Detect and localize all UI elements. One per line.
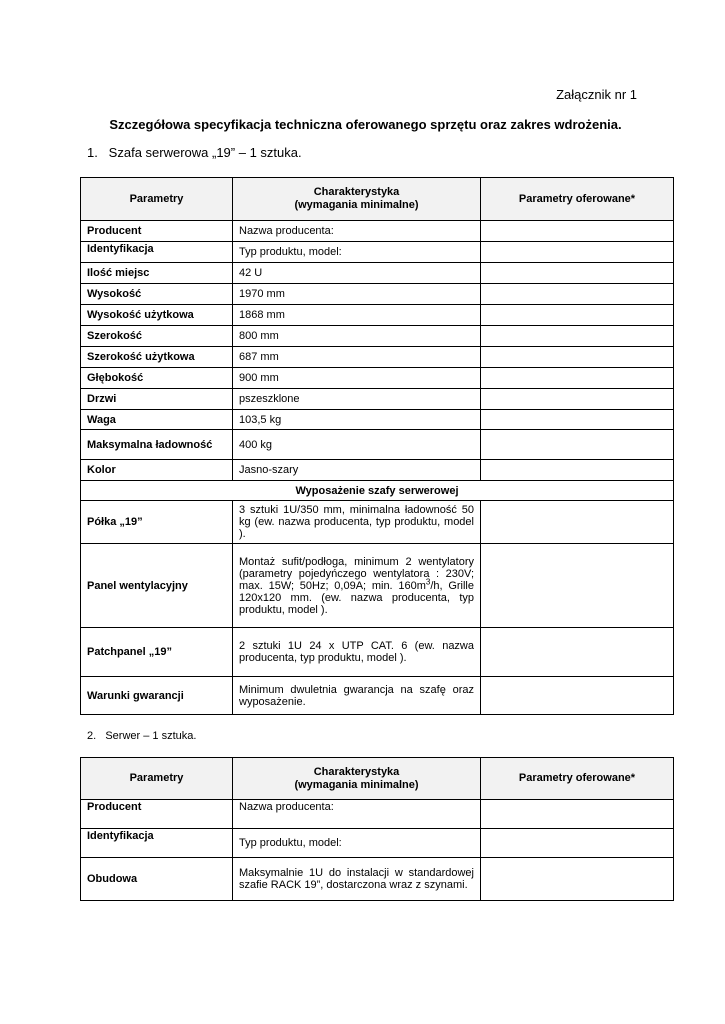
row-label: Szerokość użytkowa xyxy=(81,347,233,368)
offered-cell xyxy=(481,677,674,715)
row-spec: 103,5 kg xyxy=(233,410,481,430)
row-spec: Typ produktu, model: xyxy=(233,242,481,263)
offered-cell xyxy=(481,221,674,242)
table-header-row xyxy=(81,178,674,221)
server-spec-table xyxy=(80,757,674,901)
header-offered-parameters: Parametry oferowane* xyxy=(481,178,674,221)
table-row xyxy=(81,501,674,544)
offered-cell xyxy=(481,368,674,389)
offered-cell xyxy=(481,430,674,460)
section-2-heading: 2. Serwer – 1 sztuka. xyxy=(87,730,197,742)
row-label: Drzwi xyxy=(81,389,233,410)
table-header-row xyxy=(81,758,674,800)
offered-cell xyxy=(481,389,674,410)
row-spec: 800 mm xyxy=(233,326,481,347)
table-row xyxy=(81,410,674,430)
header-characteristics: Charakterystyka (wymagania minimalne) xyxy=(233,758,481,800)
row-label: Wysokość xyxy=(81,284,233,305)
row-label: Identyfikacja xyxy=(81,242,233,263)
document-title: Szczegółowa specyfikacja techniczna oferowanego sprzętu oraz zakres wdrożenia. xyxy=(109,117,622,132)
offered-cell xyxy=(481,628,674,677)
table-row xyxy=(81,221,674,242)
row-label: Producent xyxy=(81,221,233,242)
header-characteristics: Charakterystyka (wymagania minimalne) xyxy=(233,178,481,221)
offered-cell xyxy=(481,544,674,628)
header-offered-parameters: Parametry oferowane* xyxy=(481,758,674,800)
table-row xyxy=(81,263,674,284)
row-spec: Maksymalnie 1U do instalacji w standardowej szafie RACK 19”, dostarczona wraz z szynami. xyxy=(233,858,481,901)
offered-cell xyxy=(481,326,674,347)
header-parameters: Parametry xyxy=(81,178,233,221)
row-label: Kolor xyxy=(81,460,233,481)
offered-cell xyxy=(481,829,674,858)
table-row xyxy=(81,829,674,858)
row-label: Warunki gwarancji xyxy=(81,677,233,715)
table-row xyxy=(81,284,674,305)
row-spec: 42 U xyxy=(233,263,481,284)
offered-cell xyxy=(481,858,674,901)
offered-cell xyxy=(481,305,674,326)
table-row xyxy=(81,677,674,715)
table-row xyxy=(81,858,674,901)
row-label: Maksymalna ładowność xyxy=(81,430,233,460)
row-spec: Jasno-szary xyxy=(233,460,481,481)
row-spec: Minimum dwuletnia gwarancja na szafę oraz wyposażenie. xyxy=(233,677,481,715)
table-row xyxy=(81,242,674,263)
table-row xyxy=(81,368,674,389)
offered-cell xyxy=(481,501,674,544)
row-spec: 2 sztuki 1U 24 x UTP CAT. 6 (ew. nazwa producenta, typ produktu, model ). xyxy=(233,628,481,677)
annex-label: Załącznik nr 1 xyxy=(556,87,637,102)
row-label: Obudowa xyxy=(81,858,233,901)
row-label: Panel wentylacyjny xyxy=(81,544,233,628)
table-row xyxy=(81,305,674,326)
offered-cell xyxy=(481,242,674,263)
table-row xyxy=(81,800,674,829)
offered-cell xyxy=(481,410,674,430)
row-label: Półka „19” xyxy=(81,501,233,544)
table-row xyxy=(81,430,674,460)
row-spec: 900 mm xyxy=(233,368,481,389)
row-label: Waga xyxy=(81,410,233,430)
section-1-heading: 1. Szafa serwerowa „19” – 1 sztuka. xyxy=(87,145,302,160)
rack-spec-table xyxy=(80,177,674,715)
row-spec: 400 kg xyxy=(233,430,481,460)
row-label: Identyfikacja xyxy=(81,829,233,858)
table-row xyxy=(81,389,674,410)
table-row xyxy=(81,347,674,368)
row-label: Producent xyxy=(81,800,233,829)
row-spec: Typ produktu, model: xyxy=(233,829,481,858)
row-spec: Montaż sufit/podłoga, minimum 2 wentylatory (parametry pojedyńczego wentylatora : 230V; max. 15W; 50Hz; 0,09A; min. $160m^3/h$, Grille 120x120 mm. (ew. nazwa producenta, typ produktu, model ). xyxy=(233,544,481,628)
row-spec: Nazwa producenta: xyxy=(233,221,481,242)
equipment-section-title: Wyposażenie szafy serwerowej xyxy=(81,481,674,501)
table-row xyxy=(81,628,674,677)
offered-cell xyxy=(481,347,674,368)
row-label: Wysokość użytkowa xyxy=(81,305,233,326)
table-row xyxy=(81,544,674,628)
offered-cell xyxy=(481,284,674,305)
row-label: Głębokość xyxy=(81,368,233,389)
row-label: Patchpanel „19” xyxy=(81,628,233,677)
offered-cell xyxy=(481,460,674,481)
row-spec: 1868 mm xyxy=(233,305,481,326)
section-row xyxy=(81,481,674,501)
table-row xyxy=(81,326,674,347)
row-spec: 1970 mm xyxy=(233,284,481,305)
row-label: Ilość miejsc xyxy=(81,263,233,284)
row-spec: pszeszklone xyxy=(233,389,481,410)
row-spec: 687 mm xyxy=(233,347,481,368)
row-label: Szerokość xyxy=(81,326,233,347)
offered-cell xyxy=(481,800,674,829)
row-spec: 3 sztuki 1U/350 mm, minimalna ładowność 50 kg (ew. nazwa producenta, typ produktu, model ). xyxy=(233,501,481,544)
offered-cell xyxy=(481,263,674,284)
table-row xyxy=(81,460,674,481)
header-parameters: Parametry xyxy=(81,758,233,800)
row-spec: Nazwa producenta: xyxy=(233,800,481,829)
